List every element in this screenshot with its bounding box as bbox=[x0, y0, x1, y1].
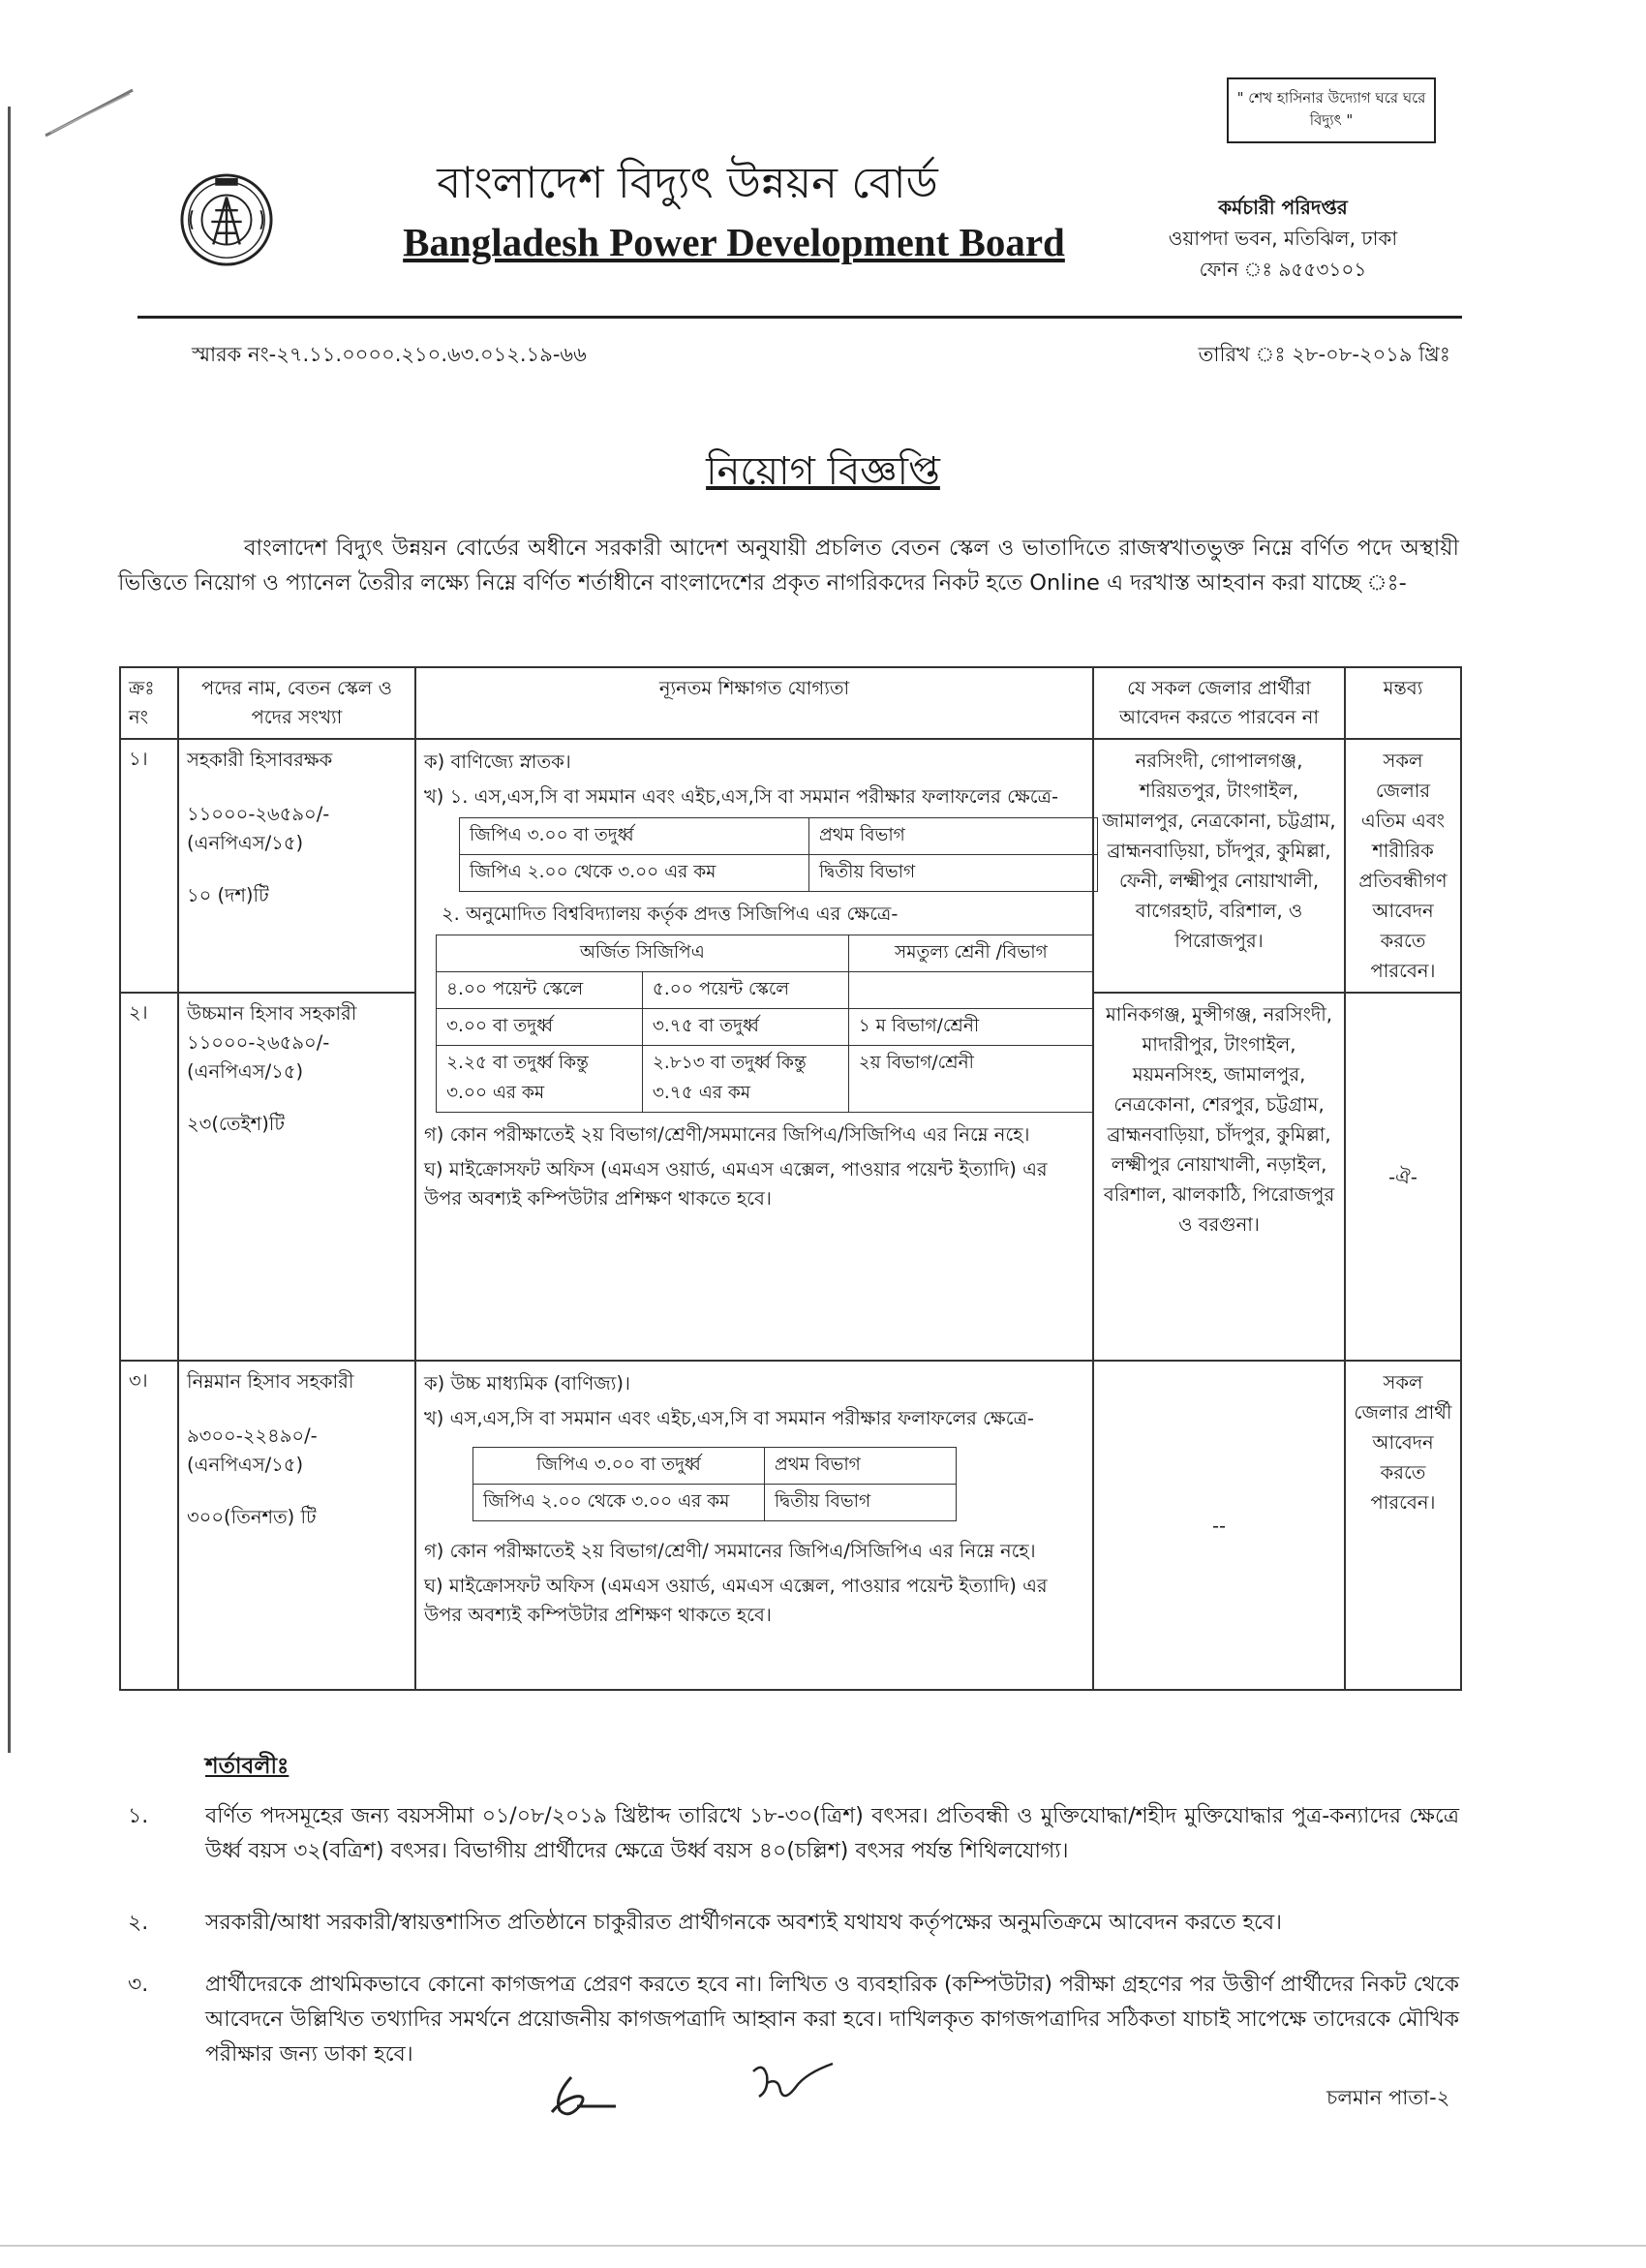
qualification-d: ঘ) মাইক্রোসফট অফিস (এমএস ওয়ার্ড, এমএস এক্সেল, পাওয়ার পয়েন্ট ইত্যাদি) এর উপর অবশ্যই কম্পিউটার প্রশিক্ষণ থাকতে হবে। bbox=[424, 1575, 1048, 1626]
memo-date: তারিখ ঃ ২৮-০৮-২০১৯ খ্রিঃ bbox=[1198, 343, 1450, 366]
cgpa-header-row bbox=[437, 935, 1094, 972]
office-phone: ফোন ঃ ৯৫৫৩১০১ bbox=[1199, 258, 1367, 281]
header-serial: ক্রঃ নং bbox=[120, 667, 178, 739]
gpa-value: জিপিএ ৩.০০ বা তদুর্ধ্ব bbox=[460, 818, 809, 855]
gpa-row bbox=[473, 1485, 957, 1521]
term-number: ২. bbox=[128, 1911, 149, 1935]
scan-edge-line bbox=[8, 107, 11, 1753]
gpa-table bbox=[472, 1447, 957, 1521]
term-item bbox=[118, 1906, 1459, 1941]
post-name: নিম্নমান হিসাব সহকারী bbox=[187, 1370, 354, 1393]
gpa-row bbox=[460, 855, 1098, 892]
post-cell bbox=[178, 1361, 415, 1690]
bpdb-logo bbox=[179, 172, 274, 267]
continued-page-note: চলমান পাতা-২ bbox=[1326, 2086, 1450, 2109]
cgpa-row bbox=[437, 1009, 1094, 1046]
term-text: প্রার্থীদেরকে প্রাথমিকভাবে কোনো কাগজপত্র প্রেরণ করতে হবে না। লিখিত ও ব্যবহারিক (কম্পিউটার) পরীক্ষা গ্রহণের পর উত্তীর্ণ প্রার্থীদের নিকট থেকে আবেদনে উল্লিখিত তথ্যাদির সমর্থনে প্রয়োজনীয় কাগজপত্রাদি আহ্বান করা হবে। দাখিলকৃত কাগজপত্রাদির সঠিকতা যাচাই সাপেক্ষে তাদেরকে মৌখিক পরীক্ষার জন্য ডাকা হবে। bbox=[205, 1973, 1459, 2067]
term-number: ৩. bbox=[128, 1973, 149, 1997]
cgpa-cell: ২.২৫ বা তদুর্ধ্ব কিন্তু ৩.০০ এর কম bbox=[437, 1046, 643, 1113]
post-name: সহকারী হিসাবরক্ষক bbox=[187, 749, 333, 771]
post-cell bbox=[178, 739, 415, 993]
table-header-row bbox=[120, 667, 1461, 739]
notice-intro: বাংলাদেশ বিদ্যুৎ উন্নয়ন বোর্ডের অধীনে সরকারী আদেশ অনুযায়ী প্রচলিত বেতন স্কেল ও ভাতাদিতে রাজস্বখাতভুক্ত নিম্নে বর্ণিত পদে অস্থায়ী ভিত্তিতে নিয়োগ ও প্যানেল তৈরীর লক্ষ্যে নিম্নে বর্ণিত শর্তাধীনে বাংলাদেশের প্রকৃত নাগরিকদের নিকট হতে Online এ দরখাস্ত আহবান করা যাচ্ছে ঃ- bbox=[118, 536, 1459, 596]
header-districts: যে সকল জেলার প্রার্থীরা আবেদন করতে পারবেন না bbox=[1093, 667, 1345, 739]
row-serial: ১। bbox=[120, 739, 178, 993]
cgpa-cell: ২য় বিভাগ/শ্রেনী bbox=[848, 1046, 1093, 1113]
gpa-division: দ্বিতীয় বিভাগ bbox=[809, 855, 1098, 892]
cgpa-row bbox=[437, 1046, 1094, 1113]
office-address: ওয়াপদা ভবন, মতিঝিল, ঢাকা bbox=[1168, 227, 1398, 250]
cgpa-cell: ৫.০০ পয়েন্ট স্কেলে bbox=[642, 972, 848, 1009]
post-count: ২৩(তেইশ)টি bbox=[187, 1113, 286, 1135]
qualification-b: খ) ১. এস,এস,সি বা সমমান এবং এইচ,এস,সি বা সমমান পরীক্ষার ফলাফলের ক্ষেত্রে- bbox=[424, 785, 1058, 808]
table-row bbox=[120, 739, 1461, 993]
recruitment-table bbox=[119, 666, 1462, 1691]
term-text: বর্ণিত পদসমূহের জন্য বয়সসীমা ০১/০৮/২০১৯ খ্রিষ্টাব্দ তারিখে ১৮-৩০(ত্রিশ) বৎসর। প্রতিবন্ধী ও মুক্তিযোদ্ধা/শহীদ মুক্তিযোদ্ধার পুত্র-কন্যাদের ক্ষেত্রে উর্ধ্ব বয়স ৩২(বত্রিশ) বৎসর। বিভাগীয় প্রার্থীদের ক্ষেত্রে উর্ধ্ব বয়স ৪০(চল্লিশ) বৎসর পর্যন্ত শিথিলযোগ্য। bbox=[205, 1804, 1459, 1863]
pay-scale: ১১০০০-২৬৫৯০/- (এনপিএস/১৫) bbox=[187, 803, 330, 854]
memo-reference: স্মারক নং-২৭.১১.০০০০.২১০.৬৩.০১২.১৯-৬৬ bbox=[192, 343, 587, 366]
handwritten-signature bbox=[746, 2058, 842, 2111]
terms-heading: শর্তাবলীঃ bbox=[205, 1754, 290, 1779]
row-serial: ২। bbox=[120, 993, 178, 1361]
cgpa-header: অর্জিত সিজিপিএ bbox=[437, 935, 849, 972]
cgpa-cell: ৩.৭৫ বা তদুর্ধ্ব bbox=[642, 1009, 848, 1046]
qualification-a: ক) উচ্চ মাধ্যমিক (বাণিজ্য)। bbox=[424, 1372, 630, 1395]
qualification-b2: ২. অনুমোদিত বিশ্ববিদ্যালয় কর্তৃক প্রদত্ত সিজিপিএ এর ক্ষেত্রে- bbox=[442, 903, 899, 925]
term-text: সরকারী/আধা সরকারী/স্বায়ত্তশাসিত প্রতিষ্ঠানে চাকুরীরত প্রার্থীগনকে অবশ্যই যথাযথ কর্তৃপক্ষের অনুমতিক্রমে আবেদন করতে হবে। bbox=[205, 1911, 1282, 1935]
org-name-english: Bangladesh Power Development Board bbox=[403, 220, 1065, 264]
qualification-c: গ) কোন পরীক্ষাতেই ২য় বিভাগ/শ্রেণী/ সমমানের জিপিএ/সিজিপিএ এর নিম্নে নহে। bbox=[424, 1540, 1036, 1562]
initial-signature bbox=[542, 2068, 620, 2126]
gpa-value: জিপিএ ৩.০০ বা তদুর্ধ্ব bbox=[473, 1448, 765, 1485]
gpa-row bbox=[460, 818, 1098, 855]
gpa-division: দ্বিতীয় বিভাগ bbox=[765, 1485, 957, 1521]
qualification-cell bbox=[415, 1361, 1093, 1690]
slogan-box: " শেখ হাসিনার উদ্যোগ ঘরে ঘরে বিদ্যুৎ " bbox=[1227, 77, 1436, 143]
cgpa-cell: ৩.০০ বা তদুর্ধ্ব bbox=[437, 1009, 643, 1046]
excluded-districts: নরসিংদী, গোপালগঞ্জ, শরিয়তপুর, টাংগাইল, জামালপুর, নেত্রকোনা, চট্টগ্রাম, ব্রাহ্মনবাড়িয়া, চাঁদপুর, কুমিল্লা, ফেনী, লক্ষ্মীপুর নোয়াখালী, বাগেরহাট, বরিশাল, ও পিরোজপুর। bbox=[1093, 739, 1345, 993]
pay-scale: ৯৩০০-২২৪৯০/- (এনপিএস/১৫) bbox=[187, 1425, 318, 1476]
notice-title: নিয়োগ বিজ্ঞপ্তি bbox=[706, 449, 940, 494]
post-count: ১০ (দশ)টি bbox=[187, 884, 269, 906]
term-number: ১. bbox=[128, 1804, 149, 1828]
table-row bbox=[120, 1361, 1461, 1690]
excluded-districts: মানিকগঞ্জ, মুন্সীগঞ্জ, নরসিংদী, মাদারীপুর, টাংগাইল, ময়মনসিংহ, জামালপুর, নেত্রকোনা, শেরপুর, চট্টগ্রাম, ব্রাহ্মনবাড়িয়া, চাঁদপুর, কুমিল্লা, লক্ষ্মীপুর নোয়াখালী, নড়াইল, বরিশাল, ঝালকাঠি, পিরোজপুর ও বরগুনা। bbox=[1093, 993, 1345, 1361]
row-remarks: -ঐ- bbox=[1345, 993, 1461, 1361]
pen-stroke-mark bbox=[41, 82, 137, 140]
qualification-cell bbox=[415, 739, 1093, 1361]
qualification-a: ক) বাণিজ্যে স্নাতক। bbox=[424, 751, 571, 773]
excluded-districts: -- bbox=[1093, 1361, 1345, 1690]
cgpa-cell bbox=[848, 972, 1093, 1009]
office-address-block bbox=[1143, 192, 1423, 285]
cgpa-cell: ১ ম বিভাগ/শ্রেনী bbox=[848, 1009, 1093, 1046]
cgpa-table bbox=[436, 935, 1094, 1113]
office-name: কর্মচারী পরিদপ্তর bbox=[1218, 196, 1348, 219]
row-serial: ৩। bbox=[120, 1361, 178, 1690]
org-name-bengali: বাংলাদেশ বিদ্যুৎ উন্নয়ন বোর্ড bbox=[437, 157, 938, 208]
post-count: ৩০০(তিনশত) টি bbox=[187, 1506, 317, 1528]
qualification-c: গ) কোন পরীক্ষাতেই ২য় বিভাগ/শ্রেণী/সমমানের জিপিএ/সিজিপিএ এর নিম্নে নহে। bbox=[424, 1123, 1030, 1146]
header-divider bbox=[137, 316, 1462, 319]
header-qualification: ন্যূনতম শিক্ষাগত যোগ্যতা bbox=[415, 667, 1093, 739]
gpa-table bbox=[459, 817, 1098, 892]
gpa-value: জিপিএ ২.০০ থেকে ৩.০০ এর কম bbox=[460, 855, 809, 892]
cgpa-cell: ৪.০০ পয়েন্ট স্কেলে bbox=[437, 972, 643, 1009]
cgpa-cell: ২.৮১৩ বা তদুর্ধ্ব কিন্তু ৩.৭৫ এর কম bbox=[642, 1046, 848, 1113]
gpa-division: প্রথম বিভাগ bbox=[809, 818, 1098, 855]
cgpa-header: সমতুল্য শ্রেনী /বিভাগ bbox=[848, 935, 1093, 972]
row-remarks: সকল জেলার এতিম এবং শারীরিক প্রতিবন্ধীগণ আবেদন করতে পারবেন। bbox=[1345, 739, 1461, 993]
term-item bbox=[118, 1799, 1459, 1869]
qualification-b: খ) এস,এস,সি বা সমমান এবং এইচ,এস,সি বা সমমান পরীক্ষার ফলাফলের ক্ষেত্রে- bbox=[424, 1407, 1034, 1429]
header-remarks: মন্তব্য bbox=[1345, 667, 1461, 739]
header-post: পদের নাম, বেতন স্কেল ও পদের সংখ্যা bbox=[178, 667, 415, 739]
cgpa-row bbox=[437, 972, 1094, 1009]
post-name: উচ্চমান হিসাব সহকারী bbox=[187, 1002, 357, 1025]
qualification-d: ঘ) মাইক্রোসফট অফিস (এমএস ওয়ার্ড, এমএস এক্সেল, পাওয়ার পয়েন্ট ইত্যাদি) এর উপর অবশ্যই কম্পিউটার প্রশিক্ষণ থাকতে হবে। bbox=[424, 1158, 1048, 1210]
gpa-division: প্রথম বিভাগ bbox=[765, 1448, 957, 1485]
scan-bottom-edge bbox=[0, 2245, 1646, 2247]
gpa-row bbox=[473, 1448, 957, 1485]
gpa-value: জিপিএ ২.০০ থেকে ৩.০০ এর কম bbox=[473, 1485, 765, 1521]
post-cell bbox=[178, 993, 415, 1361]
row-remarks: সকল জেলার প্রার্থী আবেদন করতে পারবেন। bbox=[1345, 1361, 1461, 1690]
term-item bbox=[118, 1968, 1459, 2072]
pay-scale: ১১০০০-২৬৫৯০/- (এনপিএস/১৫) bbox=[187, 1031, 330, 1083]
